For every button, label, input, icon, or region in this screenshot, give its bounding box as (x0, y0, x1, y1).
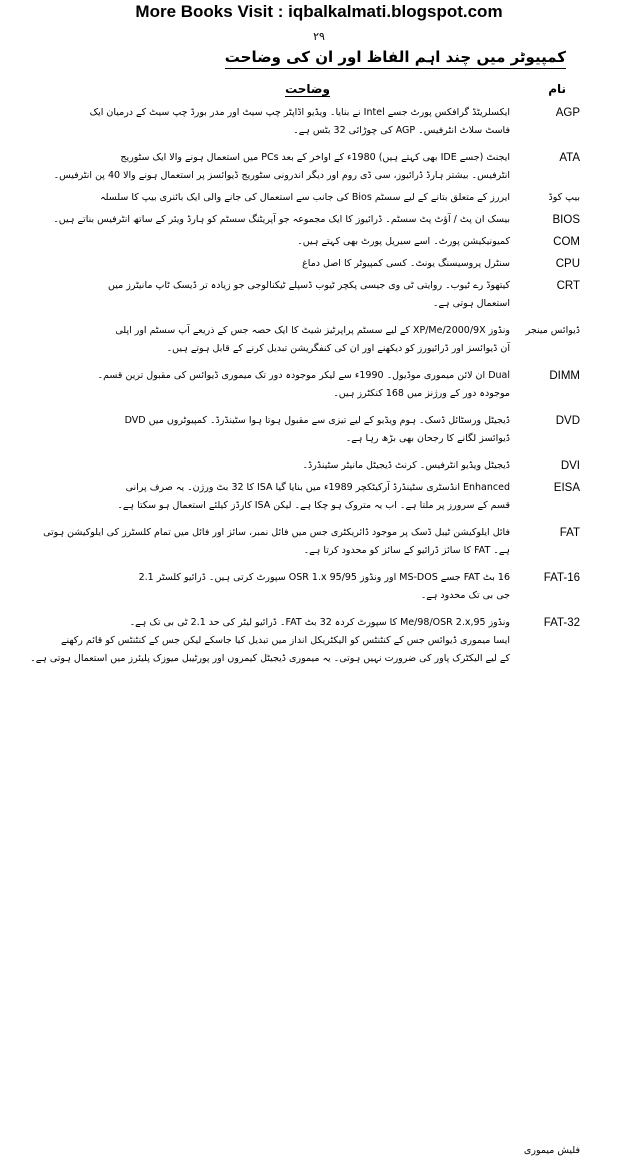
glossary-row (60, 479, 580, 515)
description-line: ایجنٹ (جسے IDE بھی کہتے ہیں) 1980ء کے اواخر کے بعد PCs میں استعمال ہونے والا ایک سٹوریج (120, 152, 510, 163)
description-line: فاسٹ سلاٹ انٹرفیس۔ AGP کی چوڑائی 32 بٹس ہے۔ (293, 125, 510, 136)
glossary-term: FAT-16 (543, 572, 580, 584)
glossary-term: FAT (559, 527, 580, 539)
glossary-term: DVD (555, 415, 580, 427)
glossary-row (60, 104, 580, 140)
glossary-description (60, 412, 510, 448)
description-line: 16 بٹ FAT جسے MS-DOS اور ونڈوز OSR 1.x 95/95 سپورٹ کرتی ہیں۔ ڈرائیو کلسٹر 2.1 (138, 572, 510, 583)
description-line: ڈیوائسز لگانے کا رجحان بھی بڑھ رہا ہے۔ (345, 433, 510, 444)
glossary-term: COM (553, 236, 580, 248)
glossary-description (60, 233, 510, 251)
description-line: قسم کے سرورز پر ملتا ہے۔ اب یہ متروک ہو چکا ہے۔ لیکن ISA کارڈز کیلئے استعمال ہو سکتا ہے۔ (117, 500, 510, 511)
glossary-term-flash-memory: فلیش میموری (523, 1145, 580, 1156)
glossary-description (60, 189, 510, 207)
description-line: ڈیجیٹل ویڈیو انٹرفیس۔ کرنٹ ڈیجیٹل مانیٹر سٹینڈرڈ۔ (302, 460, 510, 471)
description-line: Dual ان لائن میموری موڈیول۔ 1990ء سے لیکر موجودہ دور تک میموری ڈیوائس کی مقبول ترین قسم۔ (97, 370, 510, 381)
glossary-description (60, 322, 510, 358)
glossary-description (43, 524, 510, 560)
glossary-description (60, 569, 510, 605)
description-line: انٹرفیس۔ بیشتر ہارڈ ڈرائیوز، سی ڈی روم اور دیگر اندرونی سٹوریج ڈیوائسز پر استعمال ہونے والا 40 پن انٹرفیس۔ (53, 170, 510, 181)
description-line: موجودہ دور کے ورژنز میں 168 کنکٹرز ہیں۔ (333, 388, 510, 399)
site-banner: More Books Visit : iqbalkalmati.blogspot.com (135, 2, 503, 21)
description-line: کمیونیکیشن پورٹ۔ اسے سیریل پورٹ بھی کہتے ہیں۔ (297, 236, 510, 247)
glossary-row (30, 614, 580, 668)
glossary-description (60, 457, 510, 475)
description-line: فائل ایلوکیشن ٹیبل ڈسک پر موجود ڈائریکٹری جس میں فائل نمبر، سائز اور فائل میں تمام کلسٹرز کی ایلوکیشن ہوتی (43, 527, 510, 538)
description-line: کیتھوڈ رے ٹیوب۔ روایتی ٹی وی جیسی پکچر ٹیوب ڈسپلے ٹیکنالوجی جو زیادہ تر ڈیسک ٹاپ مانیٹرز میں (108, 280, 510, 291)
glossary-table (30, 104, 580, 668)
glossary-row (53, 211, 580, 229)
glossary-row (60, 189, 580, 207)
glossary-term: FAT-32 (543, 617, 580, 629)
glossary-row (60, 569, 580, 605)
description-line: بیسک ان پٹ / آؤٹ پٹ سسٹم۔ ڈرائیوز کا ایک مجموعہ جو آپریٹنگ سسٹم کو ہارڈ ویئر کے ساتھ انٹرفیس بناتے ہیں۔ (53, 214, 510, 225)
description-line: ہے۔ FAT کا سائز ڈرائیو کے سائز کو محدود کرتا ہے۔ (303, 545, 510, 556)
glossary-description (60, 277, 510, 313)
glossary-description (53, 211, 510, 229)
glossary-description (60, 479, 510, 515)
description-line: استعمال ہوتی ہے۔ (432, 298, 510, 309)
glossary-row (43, 524, 580, 560)
glossary-term: CPU (555, 258, 580, 270)
glossary-row (60, 277, 580, 313)
page-title: کمپیوٹر میں چند اہم الفاظ اور ان کی وضاحت (225, 48, 566, 69)
glossary-term: ATA (559, 152, 580, 164)
glossary-term: CRT (556, 280, 580, 292)
description-line: آن ڈیوائسز اور ڈرائیورز کو دیکھنے اور ان کی کنفگریشن تبدیل کرنے کے قابل ہوتے ہیں۔ (166, 343, 510, 354)
column-header-description: وضاحت (285, 82, 330, 96)
glossary-description (53, 149, 510, 185)
glossary-term: AGP (555, 107, 580, 119)
description-line: سنٹرل پروسیسنگ یونٹ۔ کسی کمپیوٹر کا اصل دماغ (302, 258, 510, 269)
glossary-row (60, 233, 580, 251)
glossary-term: DIMM (549, 370, 580, 382)
description-line: Enhanced انڈسٹری سٹینڈرڈ آرکیٹکچر 1989ء میں بنایا گیا ISA کا 32 بٹ ورژن۔ یہ صرف پرانی (125, 482, 510, 493)
description-line: ایسا میموری ڈیوائس جس کے کنٹنٹس کو الیکٹریکل انداز میں تبدیل کیا جاسکے لیکن جس کے کنٹنٹس کو قائم رکھنے (60, 635, 510, 646)
glossary-description (60, 367, 510, 403)
glossary-row (60, 255, 580, 273)
description-line: جی بی تک محدود ہے۔ (420, 590, 510, 601)
glossary-term: EISA (553, 482, 580, 494)
glossary-term: BIOS (552, 214, 580, 226)
glossary-description (60, 255, 510, 273)
glossary-description (30, 614, 510, 668)
description-line: کے لیے الیکٹرک پاور کی ضرورت نہیں ہوتی۔ یہ میموری ڈیجیٹل کیمروں اور پورٹیبل میوزک پلیئرز میں استعمال ہوتی ہے۔ (30, 653, 510, 664)
glossary-term: ڈیوائس مینجر (525, 325, 580, 336)
glossary-row (60, 412, 580, 448)
description-line: ایکسلریٹڈ گرافکس پورٹ جسے Intel نے بنایا۔ ویڈیو اڈاپٹر چپ سیٹ اور مدر بورڈ چپ سیٹ کے درمیان ایک (89, 107, 510, 118)
description-line: ایررز کے متعلق بتانے کے لیے سسٹم Bios کی جانب سے استعمال کی جانے والی ایک بائنری بیپ کا سلسلہ (100, 192, 510, 203)
description-line: ونڈوز XP/Me/2000/9X کے لیے سسٹم پراپرٹیز شیٹ کا ایک حصہ جس کے ذریعے آپ سسٹم اور اپلی (115, 325, 510, 336)
description-line: ونڈوز Me/98/OSR 2.x,95 کا سپورٹ کردہ 32 بٹ FAT۔ ڈرائیو لیٹر کی حد 2.1 ٹی بی تک ہے۔ (129, 617, 510, 628)
glossary-description (60, 104, 510, 140)
glossary-row (60, 367, 580, 403)
column-header-name: نام (548, 82, 566, 96)
glossary-row (60, 322, 580, 358)
page-number: ۲۹ (313, 30, 325, 43)
glossary-row (60, 457, 580, 475)
description-line: ڈیجیٹل ورسٹائل ڈسک۔ ہوم ویڈیو کے لیے تیزی سے مقبول ہوتا ہوا سٹینڈرڈ۔ کمپیوٹروں میں DVD (124, 415, 510, 426)
glossary-row (53, 149, 580, 185)
glossary-term: بیپ کوڈ (548, 192, 580, 203)
glossary-term: DVI (560, 460, 580, 472)
